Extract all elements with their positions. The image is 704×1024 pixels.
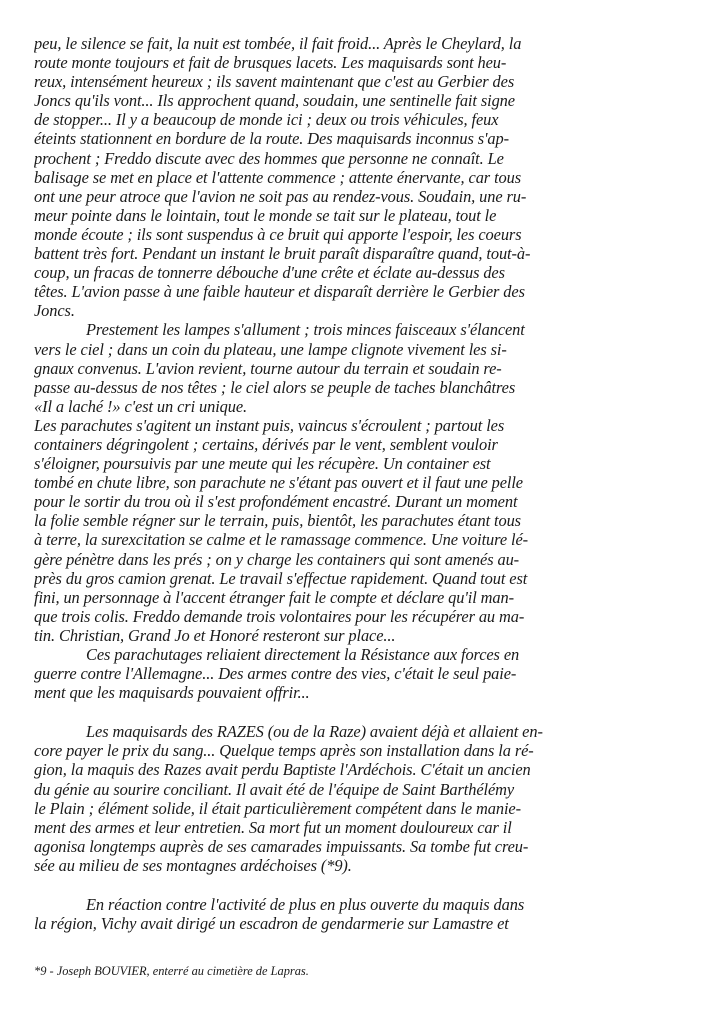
paragraph (34, 722, 670, 875)
text-line: route monte toujours et fait de brusques lacets. Les maquisards sont heu- (34, 53, 507, 73)
paragraph-gap (34, 702, 670, 722)
text-line: vers le ciel ; dans un coin du plateau, une lampe clignote vivement les si- (34, 339, 507, 359)
text-line: En réaction contre l'activité de plus en plus ouverte du maquis dans (86, 895, 525, 915)
text-line: battent très fort. Pendant un instant le bruit paraît disparaître quand, tout-à- (34, 244, 531, 264)
body-text (34, 34, 670, 933)
text-line: monde écoute ; ils sont suspendus à ce bruit qui apporte l'espoir, les coeurs (34, 224, 522, 244)
text-line: meur pointe dans le lointain, tout le monde se tait sur le plateau, tout le (34, 205, 497, 225)
paragraph (34, 645, 670, 702)
paragraph-gap (34, 875, 670, 895)
text-line: passe au-dessus de nos têtes ; le ciel alors se peuple de taches blanchâtres (34, 377, 516, 397)
text-line: de stopper... Il y a beaucoup de monde ici ; deux ou trois véhicules, feux (34, 110, 499, 130)
text-line: tin. Christian, Grand Jo et Honoré resteront sur place... (34, 625, 396, 645)
text-line: gnaux convenus. L'avion revient, tourne autour du terrain et soudain re- (34, 358, 502, 378)
text-line: Les parachutes s'agitent un instant puis, vaincus s'écroulent ; partout les (34, 415, 505, 435)
text-line: core payer le prix du sang... Quelque temps après son installation dans la ré- (34, 741, 534, 761)
text-line: coup, un fracas de tonnerre débouche d'une crête et éclate au-dessus des (34, 263, 505, 283)
text-line: à terre, la surexcitation se calme et le ramassage commence. Une voiture lé- (34, 530, 528, 550)
text-line: ont une peur atroce que l'avion ne soit pas au rendez-vous. Soudain, une ru- (34, 186, 527, 206)
text-line: «Il a laché !» c'est un cri unique. (34, 396, 248, 416)
paragraph (34, 895, 670, 933)
text-line: Ces parachutages reliaient directement la Résistance aux forces en (86, 645, 520, 664)
text-line: gion, la maquis des Razes avait perdu Baptiste l'Ardéchois. C'était un ancien (34, 760, 531, 780)
text-line: têtes. L'avion passe à une faible hauteur et disparaît derrière le Gerbier des (34, 282, 525, 302)
text-line: que trois colis. Freddo demande trois volontaires pour les récupérer au ma- (34, 606, 525, 626)
text-line: près du gros camion grenat. Le travail s'effectue rapidement. Quand tout est (34, 568, 528, 588)
text-line: Joncs. (34, 301, 75, 321)
text-line: reux, intensément heureux ; ils savent maintenant que c'est au Gerbier des (34, 72, 515, 92)
text-line: fini, un personnage à l'accent étranger fait le compte et déclare qu'il man- (34, 587, 514, 607)
text-line: Joncs qu'ils vont... Ils approchent quand, soudain, une sentinelle fait signe (34, 91, 515, 111)
text-line: Prestement les lampes s'allument ; trois minces faisceaux s'élancent (86, 320, 525, 340)
footnote: *9 - Joseph BOUVIER, enterré au cimetière de Lapras. (34, 964, 309, 978)
paragraph (34, 34, 670, 320)
text-line: éteints stationnent en bordure de la route. Des maquisards inconnus s'ap- (34, 129, 509, 149)
text-line: guerre contre l'Allemagne... Des armes contre des vies, c'était le seul paie- (34, 664, 517, 684)
text-line: sée au milieu de ses montagnes ardéchoises (*9). (34, 855, 352, 875)
text-line: s'éloigner, poursuivis par une meute qui les récupère. Un container est (34, 454, 491, 474)
text-line: peu, le silence se fait, la nuit est tombée, il fait froid... Après le Cheylard, la (34, 34, 522, 53)
text-line: le Plain ; élément solide, il était particulièrement compétent dans le manie- (34, 798, 521, 818)
text-line: ment des armes et leur entretien. Sa mort fut un moment douloureux car il (34, 817, 512, 837)
text-line: containers dégringolent ; certains, dérivés par le vent, semblent vouloir (34, 434, 498, 454)
text-line: tombé en chute libre, son parachute ne s'étant pas ouvert et il faut une pelle (34, 473, 523, 493)
text-line: gère pénètre dans les prés ; on y charge les containers qui sont amenés au- (34, 549, 520, 569)
paragraph (34, 320, 670, 415)
text-line: la folie semble régner sur le terrain, puis, bientôt, les parachutes étant tous (34, 511, 521, 531)
text-line: ment que les maquisards pouvaient offrir... (34, 683, 310, 703)
text-line: pour le sortir du trou où il s'est profondément encastré. Durant un moment (34, 492, 518, 512)
text-line: Les maquisards des RAZES (ou de la Raze) avaient déjà et allaient en- (86, 722, 543, 742)
text-line: balisage se met en place et l'attente commence ; attente énervante, car tous (34, 167, 522, 187)
text-line: agonisa longtemps auprès de ses camarades impuissants. Sa tombe fut creu- (34, 836, 529, 856)
text-line: prochent ; Freddo discute avec des hommes que personne ne connaît. Le (34, 148, 504, 168)
text-line: la région, Vichy avait dirigé un escadron de gendarmerie sur Lamastre et (34, 914, 509, 934)
paragraph (34, 416, 670, 645)
text-line: du génie au sourire conciliant. Il avait été de l'équipe de Saint Barthélémy (34, 779, 515, 799)
